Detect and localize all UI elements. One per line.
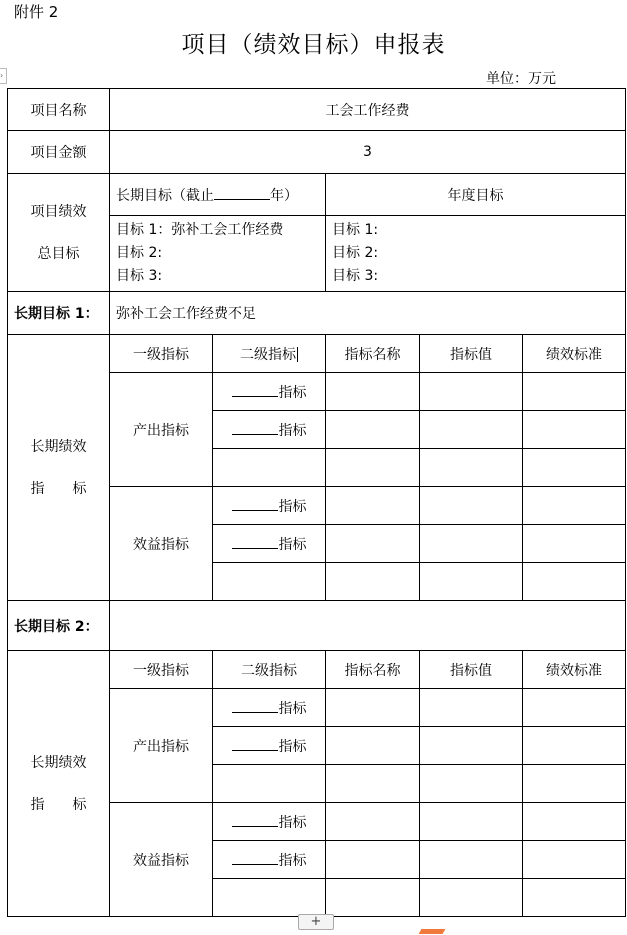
project-name-label: 项目名称	[8, 89, 110, 131]
longterm-goal-2-text[interactable]	[110, 601, 626, 651]
indicator-value-cell[interactable]	[420, 689, 523, 727]
declaration-form-table	[7, 88, 626, 917]
sub-indicator-cell[interactable]	[213, 803, 326, 841]
annual-goal-3: 目标 3:	[332, 268, 379, 284]
indicator-value-cell[interactable]	[420, 841, 523, 879]
indicator-name-cell[interactable]	[326, 373, 420, 411]
attachment-label: 附件 2	[14, 3, 59, 21]
longterm-goal-1: 目标 1：弥补工会工作经费	[116, 222, 284, 238]
performance-standard-cell[interactable]	[523, 449, 626, 487]
performance-standard-cell[interactable]	[523, 803, 626, 841]
header-level2: 二级指标	[213, 651, 326, 689]
header-level1: 一级指标	[110, 335, 213, 373]
longterm-goal-1-text[interactable]: 弥补工会工作经费不足	[110, 292, 626, 335]
sub-indicator-cell[interactable]	[213, 879, 326, 917]
indicator-name-cell[interactable]	[326, 803, 420, 841]
goal-label-line2: 总目标	[37, 245, 80, 262]
performance-standard-cell[interactable]	[523, 841, 626, 879]
header-level1: 一级指标	[110, 651, 213, 689]
unit-label: 单位：万元	[486, 71, 556, 87]
performance-standard-cell[interactable]	[523, 525, 626, 563]
indicator-value-cell[interactable]	[420, 765, 523, 803]
sub-indicator-blank[interactable]	[232, 535, 278, 549]
indicator-value-cell[interactable]	[420, 879, 523, 917]
sub-indicator-blank[interactable]	[232, 421, 278, 435]
sub-indicator-text: 指标	[278, 384, 307, 401]
longterm-header-prefix: 长期目标（截止	[116, 187, 214, 204]
sub-indicator-blank[interactable]	[232, 497, 278, 511]
header-level2-text: 二级指标	[240, 346, 296, 363]
longterm-goal-1-label: 长期目标 1：	[8, 292, 110, 335]
project-name-value[interactable]: 工会工作经费	[110, 89, 626, 131]
sub-indicator-cell[interactable]	[213, 765, 326, 803]
indicator-value-cell[interactable]	[420, 525, 523, 563]
sub-indicator-blank[interactable]	[232, 383, 278, 397]
indicator-label-line1: 长期绩效	[30, 754, 87, 771]
sub-indicator-blank[interactable]	[232, 737, 278, 751]
performance-standard-cell[interactable]	[523, 373, 626, 411]
annual-goal-header: 年度目标	[326, 174, 626, 216]
longterm-goal-header	[110, 174, 326, 216]
longterm-goal-2-row	[8, 601, 626, 651]
project-amount-row	[8, 131, 626, 174]
output-indicator-label: 产出指标	[110, 689, 213, 803]
indicator-name-cell[interactable]	[326, 563, 420, 601]
sub-indicator-text: 指标	[278, 852, 307, 869]
indicator-value-cell[interactable]	[420, 373, 523, 411]
project-amount-value[interactable]: 3	[110, 131, 626, 174]
table-handle-icon[interactable]: ›	[0, 68, 7, 84]
sub-indicator-blank[interactable]	[232, 851, 278, 865]
indicator-name-cell[interactable]	[326, 525, 420, 563]
decorative-mark	[419, 929, 446, 934]
sub-indicator-cell[interactable]	[213, 689, 326, 727]
indicator-header-row	[8, 335, 626, 373]
sub-indicator-cell[interactable]	[213, 487, 326, 525]
indicator-value-cell[interactable]	[420, 563, 523, 601]
annual-goals-cell[interactable]	[326, 216, 626, 292]
indicator-name-cell[interactable]	[326, 487, 420, 525]
indicator-value-cell[interactable]	[420, 803, 523, 841]
longterm-goal-1-row	[8, 292, 626, 335]
annual-goal-1: 目标 1:	[332, 222, 379, 238]
output-indicator-label: 产出指标	[110, 373, 213, 487]
goal-header-row	[8, 174, 626, 216]
header-performance-standard: 绩效标准	[523, 651, 626, 689]
page-title: 项目（绩效目标）申报表	[181, 32, 446, 58]
sub-indicator-blank[interactable]	[232, 813, 278, 827]
performance-standard-cell[interactable]	[523, 689, 626, 727]
indicator-name-cell[interactable]	[326, 841, 420, 879]
longterm-goal-2: 目标 2:	[116, 245, 163, 261]
indicator-name-cell[interactable]	[326, 411, 420, 449]
sub-indicator-text: 指标	[278, 536, 307, 553]
sub-indicator-cell[interactable]	[213, 563, 326, 601]
header-indicator-value: 指标值	[420, 335, 523, 373]
sub-indicator-text: 指标	[278, 422, 307, 439]
sub-indicator-text: 指标	[278, 700, 307, 717]
benefit-indicator-label: 效益指标	[110, 803, 213, 917]
indicator-name-cell[interactable]	[326, 727, 420, 765]
indicator-value-cell[interactable]	[420, 449, 523, 487]
deadline-year-blank[interactable]	[214, 186, 270, 200]
indicator-label-line2: 指 标	[30, 796, 87, 813]
sub-indicator-blank[interactable]	[232, 699, 278, 713]
longterm-goal-2-label: 长期目标 2：	[8, 601, 110, 651]
performance-standard-cell[interactable]	[523, 727, 626, 765]
header-performance-standard: 绩效标准	[523, 335, 626, 373]
indicator-header-row	[8, 651, 626, 689]
header-level2	[213, 335, 326, 373]
performance-standard-cell[interactable]	[523, 487, 626, 525]
performance-goal-label	[8, 174, 110, 292]
project-name-row	[8, 89, 626, 131]
indicator-label-line2: 指 标	[30, 480, 87, 497]
longterm-indicator-label	[8, 651, 110, 917]
indicator-value-cell[interactable]	[420, 487, 523, 525]
benefit-indicator-label: 效益指标	[110, 487, 213, 601]
project-amount-label: 项目金额	[8, 131, 110, 174]
longterm-header-suffix: 年）	[270, 187, 298, 204]
longterm-indicator-label	[8, 335, 110, 601]
indicator-value-cell[interactable]	[420, 411, 523, 449]
indicator-label-line1: 长期绩效	[30, 438, 87, 455]
goal-label-line1: 项目绩效	[30, 203, 87, 220]
text-cursor	[297, 347, 298, 362]
sub-indicator-cell[interactable]	[213, 373, 326, 411]
sub-indicator-text: 指标	[278, 498, 307, 515]
indicator-name-cell[interactable]	[326, 765, 420, 803]
sub-indicator-text: 指标	[278, 738, 307, 755]
sub-indicator-cell[interactable]	[213, 411, 326, 449]
performance-standard-cell[interactable]	[523, 411, 626, 449]
header-indicator-name: 指标名称	[326, 651, 420, 689]
sub-indicator-cell[interactable]	[213, 841, 326, 879]
longterm-goal-3: 目标 3:	[116, 268, 163, 284]
header-indicator-value: 指标值	[420, 651, 523, 689]
performance-standard-cell[interactable]	[523, 765, 626, 803]
sub-indicator-cell[interactable]	[213, 449, 326, 487]
indicator-name-cell[interactable]	[326, 879, 420, 917]
header-indicator-name: 指标名称	[326, 335, 420, 373]
sub-indicator-cell[interactable]	[213, 525, 326, 563]
sub-indicator-cell[interactable]	[213, 727, 326, 765]
indicator-value-cell[interactable]	[420, 727, 523, 765]
add-row-button[interactable]: +	[298, 914, 334, 930]
longterm-goals-cell[interactable]	[110, 216, 326, 292]
indicator-name-cell[interactable]	[326, 449, 420, 487]
performance-standard-cell[interactable]	[523, 879, 626, 917]
sub-indicator-text: 指标	[278, 814, 307, 831]
performance-standard-cell[interactable]	[523, 563, 626, 601]
indicator-name-cell[interactable]	[326, 689, 420, 727]
annual-goal-2: 目标 2:	[332, 245, 379, 261]
